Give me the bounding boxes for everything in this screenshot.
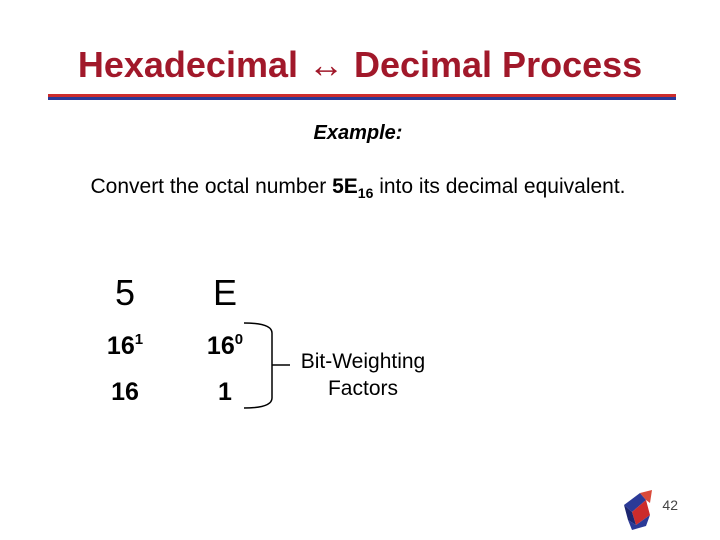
prompt-text-before: Convert the octal number xyxy=(90,175,333,198)
power-1-exponent: 1 xyxy=(134,331,144,348)
prompt-number-value: 5E xyxy=(332,175,358,198)
power-2-base: 16 xyxy=(206,332,235,360)
hex-digit-1: 5 xyxy=(114,272,136,313)
factor-value-2: 1 xyxy=(218,378,232,406)
factor-value-1: 16 xyxy=(111,378,139,406)
slide-number: 42 xyxy=(662,497,678,513)
bit-weighting-label-line1: Bit-Weighting xyxy=(300,350,426,373)
example-label: Example: xyxy=(313,122,403,144)
prompt-text-after: into its decimal equivalent. xyxy=(373,175,626,198)
bit-weighting-label-line2: Factors xyxy=(327,377,398,400)
power-2-exponent: 0 xyxy=(234,331,244,348)
power-1-base: 16 xyxy=(106,332,135,360)
slide-title: Hexadecimal ↔ Decimal Process xyxy=(77,44,643,85)
prompt-number-base: 16 xyxy=(357,185,374,201)
hex-digit-2: E xyxy=(212,272,237,313)
